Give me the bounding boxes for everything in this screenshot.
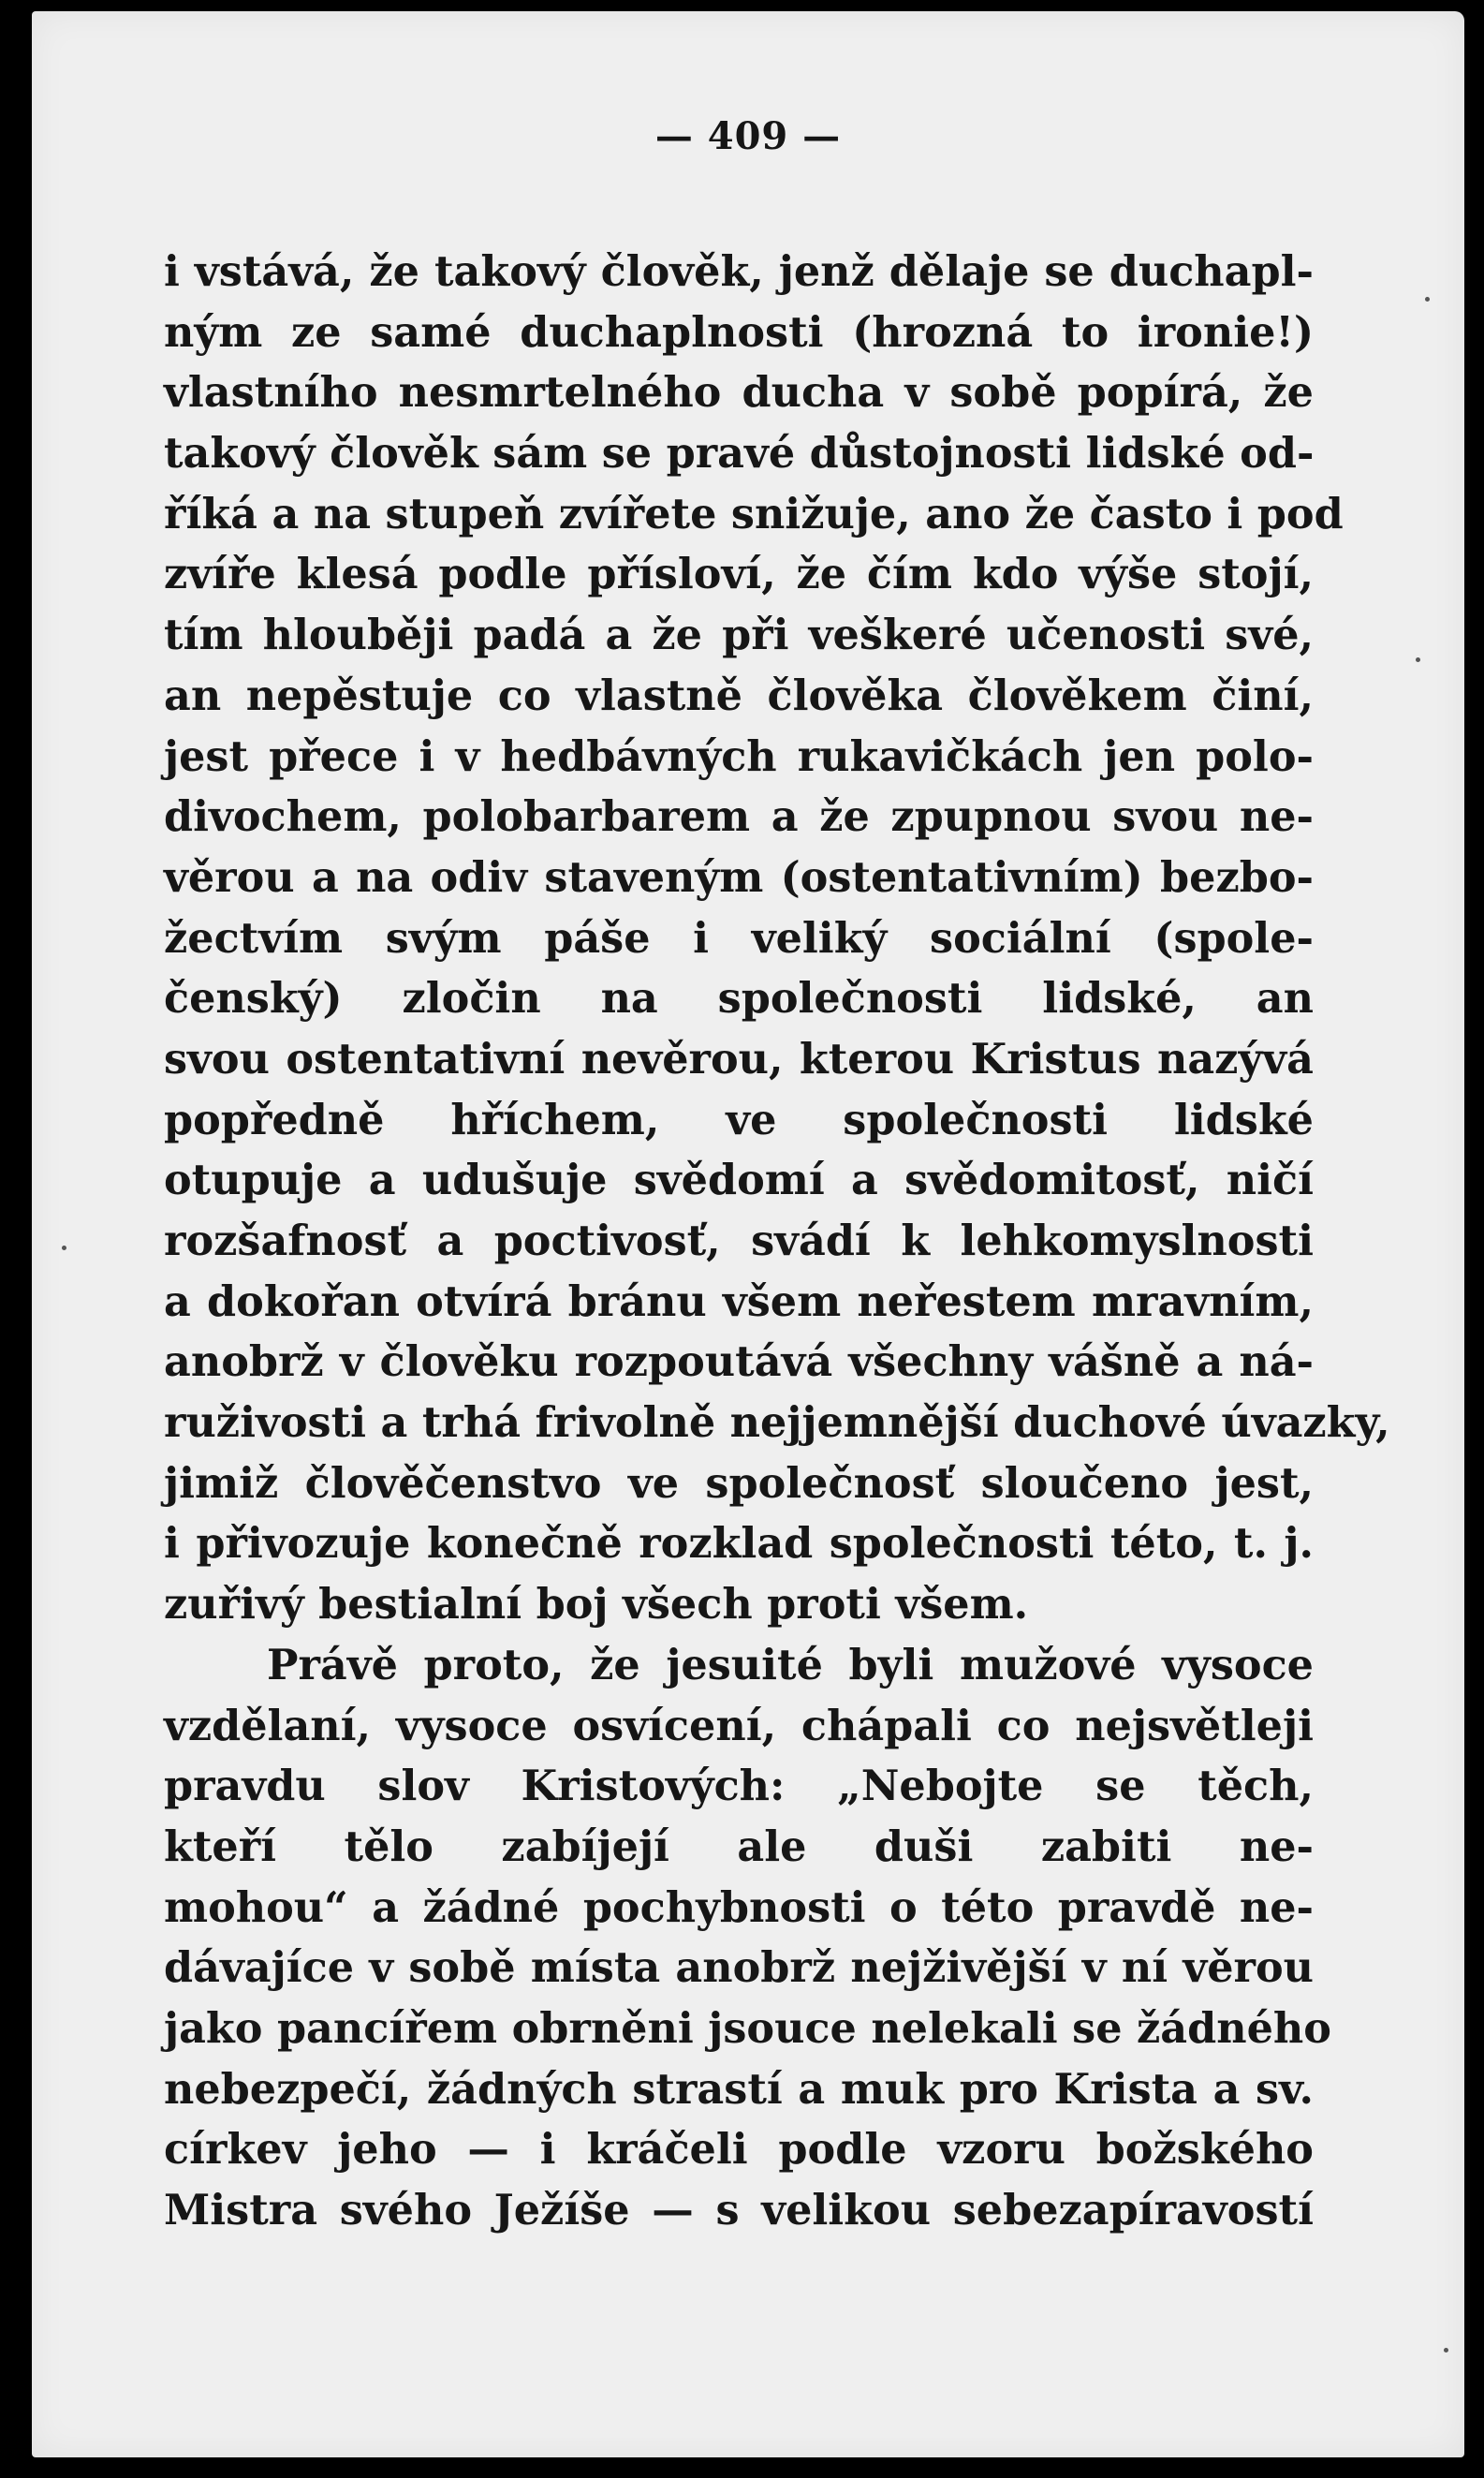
text-line: dávajíce v sobě místa anobrž nejživější v ní věrou [164, 1943, 1314, 1993]
text-line: tím hlouběji padá a že při veškeré učenosti své, [164, 611, 1314, 660]
text-line: takový člověk sám se pravé důstojnosti lidské od- [164, 429, 1315, 479]
paragraph-2 [164, 1635, 1331, 2241]
text-line: Mistra svého Ježíše — s velikou sebezapíravostí [164, 2186, 1314, 2235]
text-line: mohou“ a žádné pochybnosti o této pravdě ne- [164, 1882, 1314, 1932]
text-line: ným ze samé duchaplnosti (hrozná to ironie!) [164, 307, 1314, 357]
print-speck [1425, 297, 1430, 302]
text-line: svou ostentativní nevěrou, kterou Kristus nazývá [164, 1034, 1314, 1084]
text-line: pravdu slov Kristových: „Nebojte se těch, [164, 1762, 1314, 1811]
text-line: otupuje a udušuje svědomí a svědomitosť, ničí [164, 1156, 1314, 1205]
text-line: jest přece i v hedbávných rukavičkách jen polo- [164, 731, 1314, 781]
text-line: anobrž v člověku rozpoutává všechny vášně a ná- [164, 1337, 1314, 1387]
text-line: popředně hříchem, ve společnosti lidské [164, 1095, 1314, 1144]
page-number: — 409 — [654, 114, 842, 158]
text-line: zuřivý bestialní boj všech proti všem. [164, 1580, 1029, 1630]
text-line: zvíře klesá podle přísloví, že čím kdo výše stojí, [164, 550, 1314, 599]
text-line: Právě proto, že jesuité byli mužové vysoce [267, 1640, 1314, 1689]
text-line: a dokořan otvírá bránu všem neřestem mravním, [164, 1276, 1314, 1326]
text-line: čenský) zločin na společnosti lidské, an [164, 974, 1314, 1024]
print-speck [1444, 2348, 1448, 2353]
text-line: i přivozuje konečně rozklad společnosti této, t. j. [164, 1519, 1314, 1569]
text-line: říká a na stupeň zvířete snižuje, ano že často i pod [164, 489, 1344, 538]
text-line: jako pancířem obrněni jsouce nelekali se žádného [164, 2003, 1331, 2053]
text-line: žectvím svým páše i veliký sociální (spole- [164, 913, 1314, 963]
text-line: ruživosti a trhá frivolně nejjemnější duchové úvazky, [164, 1398, 1390, 1448]
text-line: vzdělaní, vysoce osvícení, chápali co nejsvětleji [164, 1701, 1314, 1750]
body-text [164, 242, 1390, 2241]
text-line: jimiž člověčenstvo ve společnosť sloučeno jest, [164, 1458, 1314, 1508]
text-line: církev jeho — i kráčeli podle vzoru božského [164, 2125, 1314, 2175]
text-line: věrou a na odiv staveným (ostentativním) bezbo- [164, 852, 1314, 902]
print-speck [62, 1246, 66, 1250]
text-line: vlastního nesmrtelného ducha v sobě popírá, že [164, 368, 1314, 418]
book-page [32, 11, 1464, 2457]
text-line: divochem, polobarbarem a že zpupnou svou ne- [164, 792, 1314, 842]
text-line: an nepěstuje co vlastně člověka člověkem činí, [164, 671, 1314, 720]
text-line: rozšafnosť a poctivosť, svádí k lehkomyslnosti [164, 1217, 1314, 1265]
text-line: nebezpečí, žádných strastí a muk pro Krista a sv. [164, 2064, 1314, 2114]
text-line: kteří tělo zabíjejí ale duši zabiti ne- [164, 1822, 1314, 1871]
paragraph-1 [164, 242, 1390, 1635]
print-speck [1416, 657, 1420, 662]
text-line: i vstává, že takový člověk, jenž dělaje se duchapl- [164, 247, 1314, 296]
